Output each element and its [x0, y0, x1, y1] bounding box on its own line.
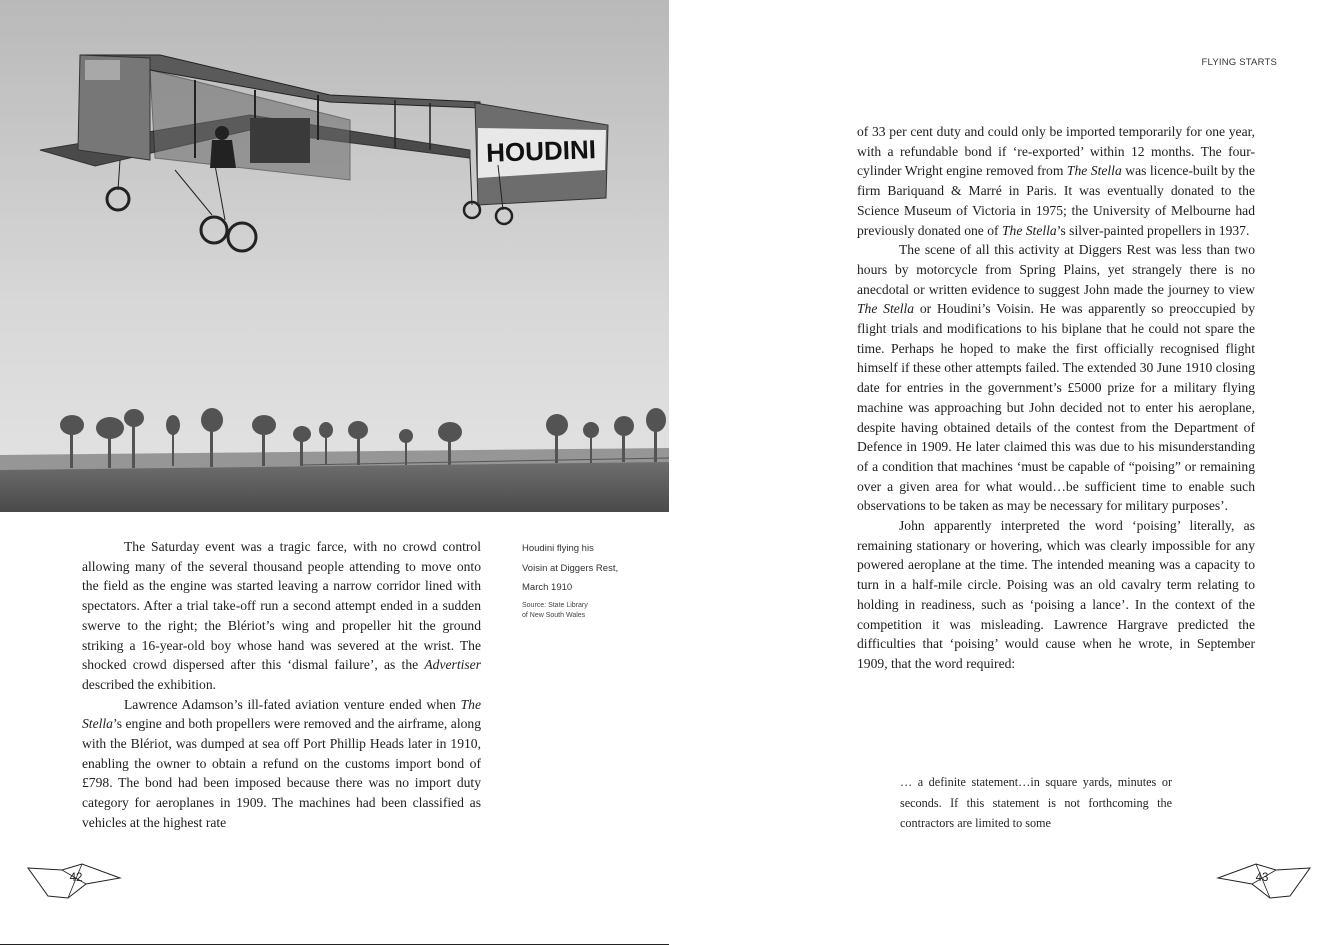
page-number-right: 43 [1212, 856, 1312, 906]
plane-lettering: HOUDINI [485, 134, 597, 168]
paragraph: The Saturday event was a tragic farce, with no crowd control allowing many of the several thousand people attending to move onto the field as the engine was started leaving a narrow corridor lined with spectators. After a trial take-off run a second attempt ended in a sudden swerve to the right; the Blériot’s wing and propeller hit the ground striking a 16-year-old boy whose hand was severed at the wrist. The shocked crowd dispersed after this ‘dismal failure’, as the Advertiser described the exhibition. [82, 539, 481, 692]
left-page [0, 0, 669, 945]
running-head: FLYING STARTS [1201, 57, 1277, 68]
left-body-text [82, 537, 481, 833]
right-page [669, 0, 1339, 945]
right-body-text [857, 122, 1255, 674]
paragraph: of 33 per cent duty and could only be imported temporarily for one year, with a refundable bond if ‘re-exported’ within 12 months. The four-cylinder Wright engine removed from The Stella was licence-built by the firm Bariquand & Marré in Paris. It was eventually donated to the Science Museum of Victoria in 1975; the University of Melbourne had previously donated one of The Stella’s silver-painted propellers in 1937. [857, 124, 1255, 238]
page-number-left: 42 [26, 856, 126, 906]
block-quote: … a definite statement…in square yards, minutes or seconds. If this statement is not forthcoming the contractors are limited to some [900, 775, 1172, 830]
paragraph: The scene of all this activity at Diggers Rest was less than two hours by motorcycle from Spring Plains, yet strangely there is no anecdotal or written evidence to suggest John made the journey to view The Stella or Houdini’s Voisin. He was apparently so preoccupied by flight trials and modifications to his biplane that he could not spare the time. Perhaps he hoped to make the first officially recognised flight himself if these other attempts failed. The extended 30 June 1910 closing date for entries in the government’s £5000 prize for a military flying machine was approaching but John decided not to enter his aeroplane, despite having obtained details of the contest from the Department of Defence in 1909. He later claimed this was due to his misunderstanding of a condition that machines ‘must be capable of “poising” or remaining over a given area for what would…be sufficient time to enable such observations to be taken as may be necessary for military purposes’. [857, 242, 1255, 514]
biplane-photo [0, 0, 669, 512]
paragraph: John apparently interpreted the word ‘poising’ literally, as remaining stationary or hovering, which was clearly impossible for any powered aeroplane at the time. The intended meaning was a capacity to turn in a half-mile circle. Poising was an old cavalry term relating to holding in readiness, such as ‘poising a lance’. In the context of the competition it was misleading. Lawrence Hargrave predicted the difficulties that ‘poising’ would cause when he wrote, in September 1909, that the word required: [857, 518, 1255, 671]
paragraph: Lawrence Adamson’s ill-fated aviation venture ended when The Stella’s engine and both propellers were removed and the airframe, along with the Blériot, was dumped at sea off Port Phillip Heads later in 1910, enabling the owner to obtain a refund on the customs import bond of £798. The bond had been imposed because there was no import duty category for aeroplanes in 1909. The machines had been classified as vehicles at the highest rate [82, 696, 481, 830]
photo-source: Source: State Library of New South Wales [522, 602, 588, 619]
photo-caption: Houdini flying his Voisin at Diggers Rest, March 1910 [522, 543, 619, 593]
